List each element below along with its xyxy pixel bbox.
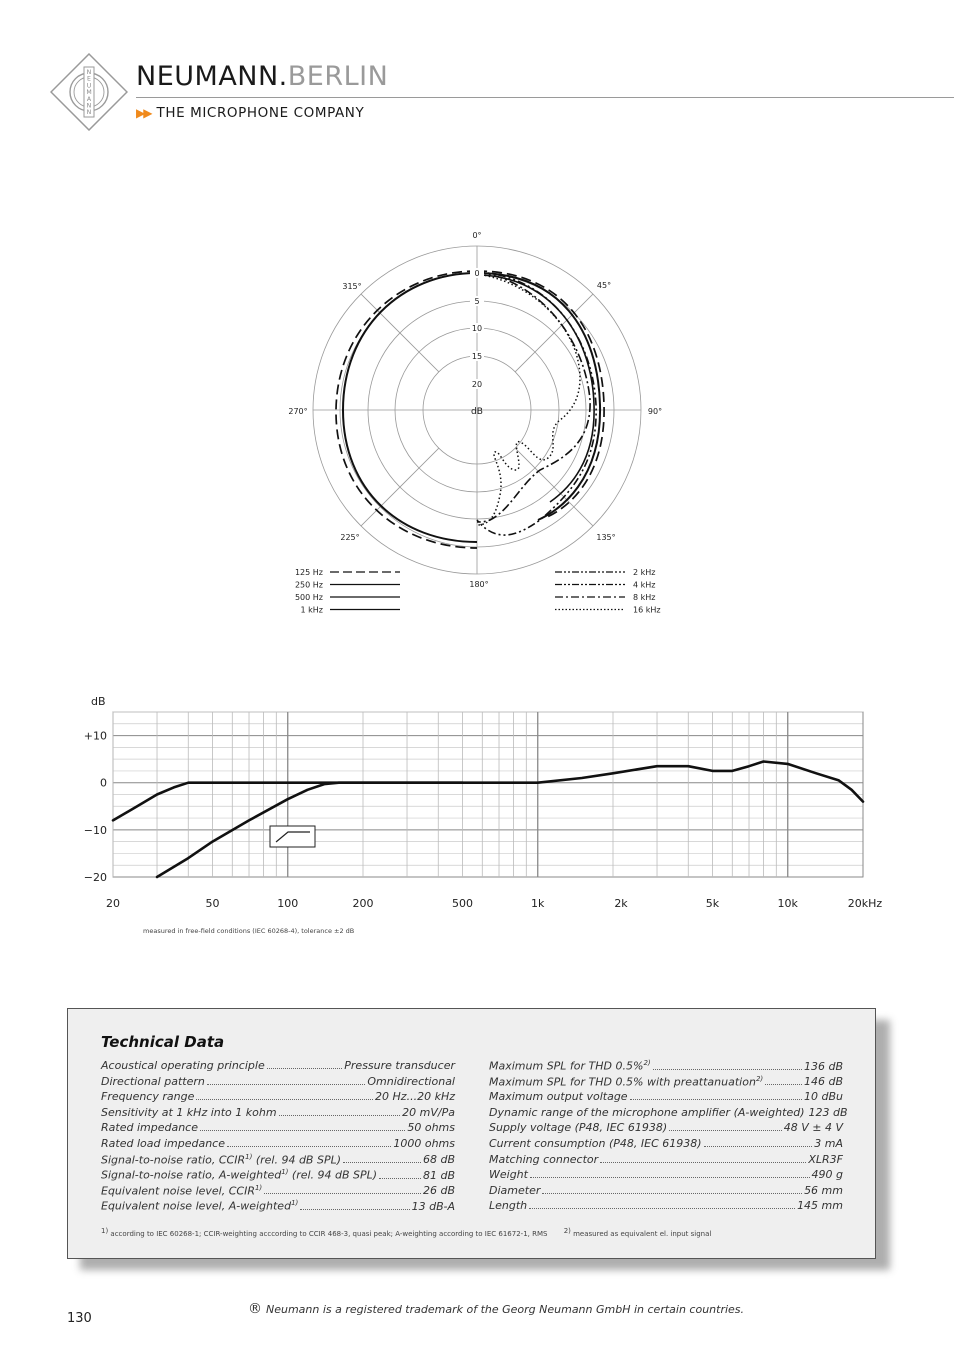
double-arrow-icon: ▶▶ bbox=[136, 106, 151, 120]
tech-data-row bbox=[489, 1090, 843, 1106]
tech-data-value: 48 V ± 4 V bbox=[783, 1121, 843, 1135]
polar-legend bbox=[295, 568, 661, 615]
x-tick-label: 1k bbox=[531, 897, 545, 910]
legend-label: 16 kHz bbox=[633, 605, 661, 615]
tech-data-value: 20 Hz...20 kHz bbox=[375, 1090, 455, 1104]
brand-name bbox=[136, 60, 388, 94]
tech-data-right-column bbox=[489, 1059, 848, 1215]
polar-db-label: 20 bbox=[471, 380, 483, 389]
leader-dots bbox=[343, 1154, 421, 1163]
leader-dots bbox=[227, 1138, 391, 1147]
x-tick-label: 500 bbox=[451, 897, 473, 910]
leader-dots bbox=[267, 1060, 343, 1069]
tech-data-value: 123 dB bbox=[808, 1105, 848, 1119]
tech-data-label bbox=[489, 1184, 540, 1197]
tech-data-label bbox=[489, 1153, 598, 1166]
leader-dots bbox=[600, 1154, 806, 1163]
highpass-filter-icon bbox=[270, 826, 315, 847]
polar-curve-2khz bbox=[477, 272, 596, 535]
neumann-logo-icon bbox=[50, 53, 128, 131]
leader-dots bbox=[300, 1201, 409, 1210]
leader-dots bbox=[542, 1185, 802, 1194]
tech-data-label-text: Maximum SPL for THD 0.5% with preattanuation bbox=[489, 1075, 756, 1089]
polar-angle-label: 45° bbox=[596, 281, 612, 290]
polar-curve-16khz bbox=[477, 274, 580, 525]
leader-dots bbox=[207, 1076, 366, 1085]
tech-data-label bbox=[101, 1075, 205, 1088]
y-tick-label: −10 bbox=[83, 823, 107, 837]
chart-note: measured in free-field conditions (IEC 60268-4), tolerance ±2 dB bbox=[143, 927, 355, 935]
tech-data-label bbox=[101, 1059, 265, 1072]
polar-angle-label: 180° bbox=[469, 580, 489, 589]
tech-data-label bbox=[489, 1106, 805, 1119]
tech-data-value: XLR3F bbox=[808, 1152, 843, 1166]
polar-angle-label: 225° bbox=[340, 533, 360, 542]
tech-data-value: 3 mA bbox=[814, 1136, 843, 1150]
tech-data-row bbox=[101, 1059, 455, 1075]
polar-db-label: 0 bbox=[474, 269, 480, 278]
polar-spoke bbox=[361, 294, 439, 372]
footnote-1-mark: 1) bbox=[101, 1227, 109, 1235]
header-rule bbox=[136, 97, 954, 98]
leader-dots bbox=[653, 1061, 802, 1070]
x-tick-label: 20kHz bbox=[847, 897, 883, 910]
tech-data-label-text: Dynamic range of the microphone amplifier (A-weighted) bbox=[489, 1105, 805, 1119]
legend-label: 2 kHz bbox=[633, 568, 656, 577]
tech-data-row bbox=[101, 1121, 455, 1137]
tech-data-row bbox=[101, 1075, 455, 1091]
tech-data-label bbox=[489, 1090, 628, 1103]
tech-data-label bbox=[101, 1106, 277, 1119]
legend-label: 4 kHz bbox=[633, 580, 656, 590]
tech-data-label-text: Equivalent noise level, A-weighted bbox=[101, 1200, 292, 1213]
chart-ylabel: dB bbox=[91, 695, 106, 708]
x-tick-label: 2k bbox=[614, 897, 628, 910]
tech-data-value: 1000 ohms bbox=[393, 1136, 455, 1150]
polar-spoke bbox=[361, 448, 439, 526]
tech-data-label bbox=[101, 1121, 198, 1134]
legend-label: 500 Hz bbox=[294, 593, 323, 602]
x-tick-label: 20 bbox=[106, 897, 120, 910]
tech-data-row bbox=[101, 1090, 455, 1106]
leader-dots bbox=[669, 1122, 782, 1131]
tech-data-left-column bbox=[101, 1059, 455, 1215]
polar-db-label: 5 bbox=[474, 297, 480, 306]
tech-data-label-text: Maximum output voltage bbox=[489, 1090, 628, 1104]
tech-data-label bbox=[489, 1168, 528, 1181]
footnote-2: measured as equivalent el. input signal bbox=[573, 1230, 712, 1239]
tech-data-label-text: Signal-to-noise ratio, A-weighted bbox=[101, 1168, 282, 1182]
tech-data-footnote-ref: 1) bbox=[245, 1152, 253, 1161]
leader-dots bbox=[630, 1091, 802, 1100]
tech-data-label-text: Length bbox=[489, 1199, 528, 1213]
leader-dots bbox=[765, 1076, 802, 1085]
tech-data-row bbox=[489, 1059, 843, 1075]
leader-dots bbox=[530, 1169, 810, 1178]
logo-letters: N E U M A N N bbox=[86, 69, 92, 117]
polar-center-label: dB bbox=[471, 407, 483, 417]
tech-data-row bbox=[489, 1121, 843, 1137]
polar-pattern-diagram bbox=[0, 220, 954, 620]
tech-data-row bbox=[101, 1199, 455, 1215]
tech-data-row bbox=[489, 1199, 843, 1215]
tech-data-row bbox=[101, 1106, 455, 1122]
tech-data-label-text: Matching connector bbox=[489, 1152, 599, 1166]
tech-data-row bbox=[489, 1184, 843, 1200]
tech-data-title: Technical Data bbox=[101, 1033, 225, 1051]
polar-db-label: 10 bbox=[471, 324, 483, 333]
leader-dots bbox=[200, 1122, 405, 1131]
tech-data-label-text: Supply voltage (P48, IEC 61938) bbox=[489, 1121, 668, 1135]
tech-data-value: Pressure transducer bbox=[344, 1059, 455, 1072]
tech-data-value: 136 dB bbox=[803, 1059, 843, 1073]
leader-dots bbox=[529, 1200, 795, 1209]
polar-angle-label: 135° bbox=[596, 533, 616, 542]
brand-main: NEUMANN. bbox=[136, 61, 288, 92]
tech-data-label bbox=[489, 1075, 763, 1089]
tech-data-footnote-ref: 2) bbox=[755, 1074, 764, 1083]
tech-data-value: 50 ohms bbox=[407, 1121, 455, 1135]
tech-data-row bbox=[489, 1168, 843, 1184]
tech-data-row bbox=[101, 1168, 455, 1184]
tech-data-label-text: Equivalent noise level, CCIR bbox=[101, 1184, 255, 1198]
footnote-2-mark: 2) bbox=[563, 1227, 571, 1235]
tech-data-row bbox=[101, 1137, 455, 1153]
tech-data-value: 146 dB bbox=[803, 1075, 843, 1089]
y-tick-label: +10 bbox=[83, 729, 107, 743]
legend-label: 8 kHz bbox=[633, 593, 656, 602]
x-tick-label: 200 bbox=[352, 897, 374, 910]
tech-data-label-text: Weight bbox=[489, 1168, 528, 1182]
tech-data-label bbox=[489, 1059, 651, 1073]
frequency-response-chart bbox=[0, 680, 954, 940]
frequency-grid bbox=[113, 712, 863, 877]
tech-data-label bbox=[101, 1168, 377, 1182]
legend-label: 1 kHz bbox=[300, 605, 323, 615]
tech-data-value: 13 dB-A bbox=[411, 1200, 455, 1213]
legend-label: 125 Hz bbox=[294, 568, 323, 577]
tech-data-label bbox=[489, 1121, 667, 1134]
leader-dots bbox=[196, 1091, 373, 1100]
x-tick-label: 5k bbox=[705, 897, 720, 910]
tagline bbox=[136, 104, 364, 122]
page-header bbox=[0, 0, 954, 140]
tech-data-label-tail: (rel. 94 dB SPL) bbox=[252, 1153, 342, 1167]
footnote-1: according to IEC 60268-1; CCIR-weighting acccording to CCIR 468-3, quasi peak; A-weighting according to IEC 61672-1, RMS bbox=[110, 1230, 548, 1239]
tech-data-row bbox=[101, 1184, 455, 1200]
tech-data-footnote-ref: 1) bbox=[281, 1168, 289, 1177]
y-tick-label: −20 bbox=[83, 871, 107, 884]
tech-data-row bbox=[489, 1075, 843, 1091]
tech-data-label-text: Frequency range bbox=[101, 1090, 195, 1104]
leader-dots bbox=[279, 1107, 401, 1116]
leader-dots bbox=[379, 1170, 421, 1179]
polar-angle-label: 270° bbox=[288, 407, 308, 416]
tech-data-value: 490 g bbox=[811, 1168, 843, 1182]
legend-label: 250 Hz bbox=[294, 580, 323, 590]
tech-data-value: 20 mV/Pa bbox=[402, 1105, 455, 1119]
x-tick-label: 10k bbox=[777, 897, 798, 910]
trademark-note bbox=[248, 1301, 744, 1317]
polar-curve-125hz bbox=[336, 271, 604, 548]
trademark-text: Neumann is a registered trademark of the Georg Neumann GmbH in certain countries. bbox=[266, 1303, 745, 1316]
y-tick-label: 0 bbox=[100, 776, 107, 790]
tech-data-label bbox=[101, 1199, 298, 1213]
tech-data-label-text: Maximum SPL for THD 0.5% bbox=[489, 1059, 644, 1073]
tech-data-label bbox=[101, 1090, 194, 1103]
tech-data-label-text: Acoustical operating principle bbox=[101, 1059, 265, 1072]
polar-curve-8khz bbox=[477, 272, 590, 522]
x-tick-label: 50 bbox=[205, 897, 220, 910]
tech-data-value: 56 mm bbox=[804, 1183, 843, 1197]
tech-data-label-text: Signal-to-noise ratio, CCIR bbox=[101, 1153, 246, 1167]
tech-data-label bbox=[489, 1199, 527, 1212]
brand-city: BERLIN bbox=[287, 61, 389, 92]
tech-data-row bbox=[489, 1105, 848, 1122]
tech-data-label-text: Rated load impedance bbox=[101, 1136, 225, 1150]
tech-data-value: 81 dB bbox=[422, 1168, 455, 1182]
tagline-text: THE MICROPHONE COMPANY bbox=[156, 105, 365, 121]
tech-data-footnote-ref: 2) bbox=[643, 1059, 651, 1067]
polar-angle-label: 315° bbox=[342, 282, 362, 291]
polar-angle-label: 0° bbox=[472, 231, 482, 240]
tech-data-value: 145 mm bbox=[797, 1199, 843, 1213]
registered-icon: ® bbox=[248, 1301, 262, 1317]
tech-data-footnote-ref: 1) bbox=[254, 1183, 263, 1192]
tech-data-row bbox=[489, 1137, 843, 1153]
tech-data-footnote-ref: 1) bbox=[291, 1199, 299, 1208]
tech-data-label-text: Rated impedance bbox=[101, 1121, 198, 1135]
leader-dots bbox=[264, 1185, 421, 1194]
tech-data-value: 26 dB bbox=[422, 1184, 455, 1198]
tech-data-row bbox=[101, 1153, 455, 1169]
leader-dots bbox=[704, 1138, 813, 1147]
tech-data-label bbox=[101, 1184, 262, 1198]
x-tick-label: 100 bbox=[277, 897, 299, 910]
tech-data-label-text: Directional pattern bbox=[101, 1074, 205, 1088]
tech-data-row bbox=[489, 1153, 843, 1169]
page-number: 130 bbox=[67, 1311, 92, 1326]
tech-data-label bbox=[101, 1153, 341, 1167]
tech-data-label-text: Sensitivity at 1 kHz into 1 kohm bbox=[101, 1105, 277, 1119]
polar-angle-label: 90° bbox=[647, 407, 663, 416]
tech-data-label-text: Diameter bbox=[489, 1183, 541, 1197]
tech-data-value: Omnidirectional bbox=[367, 1074, 455, 1088]
tech-data-label bbox=[489, 1137, 702, 1150]
tech-footnotes bbox=[101, 1227, 725, 1238]
tech-data-value: 10 dBu bbox=[804, 1090, 843, 1104]
tech-data-label bbox=[101, 1137, 225, 1150]
technical-data-box bbox=[67, 1008, 876, 1259]
tech-data-label-text: Current consumption (P48, IEC 61938) bbox=[489, 1136, 702, 1150]
tech-data-value: 68 dB bbox=[422, 1153, 455, 1167]
polar-curves bbox=[336, 271, 604, 548]
tech-data-label-tail: (rel. 94 dB SPL) bbox=[288, 1168, 378, 1182]
polar-db-label: 15 bbox=[471, 352, 483, 361]
